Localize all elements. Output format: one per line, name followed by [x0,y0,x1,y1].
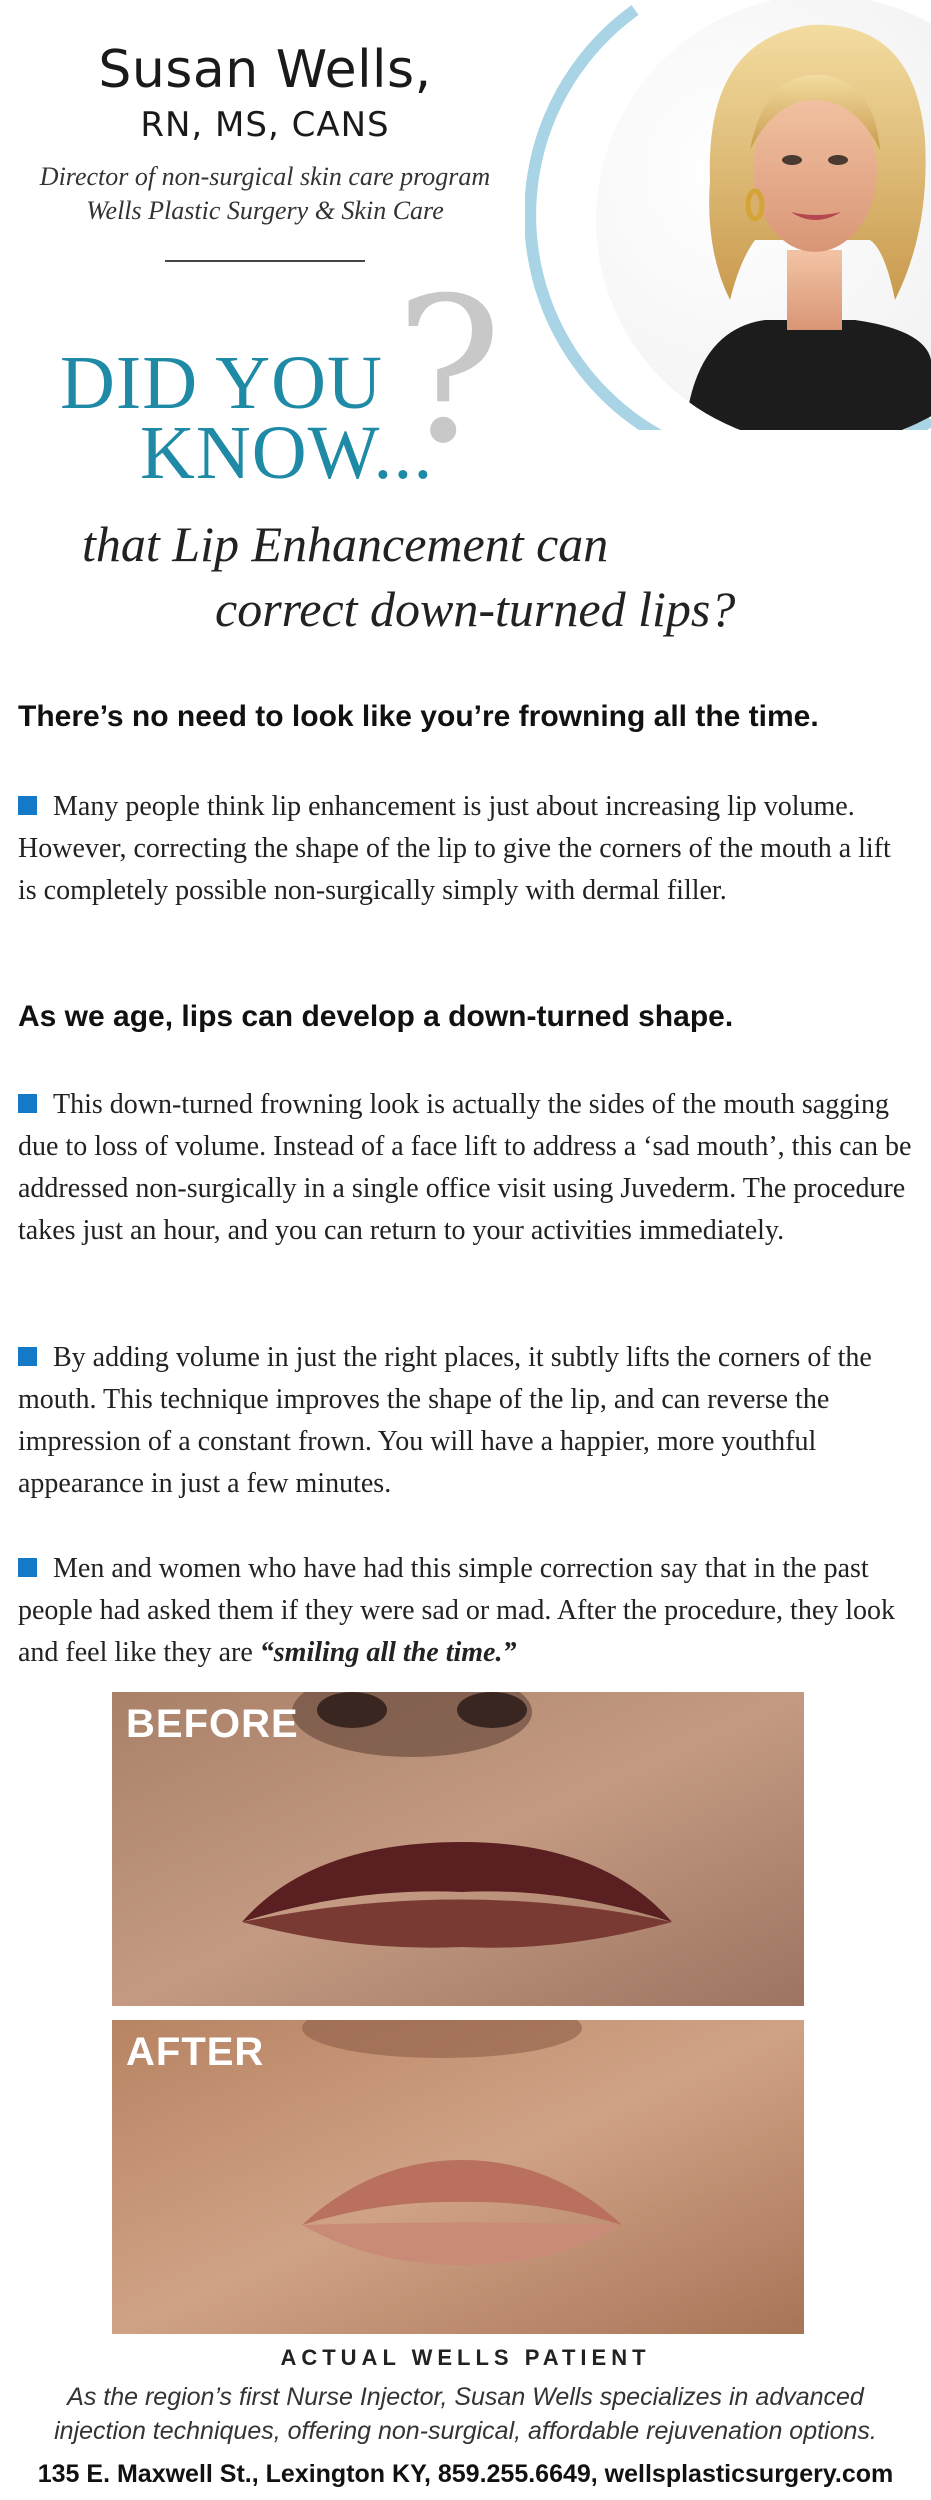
paragraph-text: This down-turned frowning look is actually the sides of the mouth sagging due to loss of volume. Instead of a face lift to address a ‘sad mouth’, this can be addressed non-surgically in a single office visit using Juvederm. The procedure takes just an hour, and you can return to your activities immediately. [18,1089,912,1246]
doctor-name: Susan Wells, [98,40,432,100]
paragraph-text: Men and women who have had this simple correction say that in the past people had asked them if they were sad or mad. After the procedure, they look and feel like they are [18,1553,896,1668]
bullet-square-icon [18,1558,37,1577]
paragraph-lip-enhancement [18,786,913,912]
header-divider [165,260,365,262]
doctor-portrait [525,0,931,430]
paragraph-text: By adding volume in just the right places, it subtly lifts the corners of the mouth. This technique improves the shape of the lip, and can reverse the impression of a constant frown. You will have a happier, more youthful appearance in just a few minutes. [18,1342,872,1499]
question-mark-graphic: ? [395,255,503,488]
tagline-line-1: that Lip Enhancement can [82,516,609,572]
bullet-square-icon [18,796,37,815]
doctor-role [0,160,530,228]
section-heading-aging: As we age, lips can develop a down-turned shape. [18,1000,734,1033]
smiling-quote: “smiling all the time.” [259,1637,517,1668]
role-line-2: Wells Plastic Surgery & Skin Care [86,196,444,225]
closing-statement [0,2380,931,2448]
role-line-1: Director of non-surgical skin care program [39,162,491,191]
bullet-square-icon [18,1094,37,1113]
paragraph-testimonial [18,1548,913,1674]
headline-line-2: KNOW... [140,411,434,495]
after-label: AFTER [126,2030,265,2074]
before-label: BEFORE [126,1702,299,1746]
doctor-credentials: RN, MS, CANS [140,105,390,145]
section-heading-frowning: There’s no need to look like you’re frowning all the time. [18,700,819,733]
after-photo [112,2020,804,2334]
before-photo [112,1692,804,2006]
closing-line-1: As the region’s first Nurse Injector, Susan Wells specializes in advanced [67,2383,864,2411]
bullet-square-icon [18,1347,37,1366]
closing-line-2: injection techniques, offering non-surgical, affordable rejuvenation options. [54,2417,877,2445]
headline-line-1: DID YOU [60,341,383,425]
paragraph-down-turned [18,1084,913,1252]
contact-address: 135 E. Maxwell St., Lexington KY, 859.255.6649, wellsplasticsurgery.com [37,2460,894,2488]
paragraph-text: Many people think lip enhancement is just about increasing lip volume. However, correcting the shape of the lip to give the corners of the mouth a lift is completely possible non-surgically simply with dermal filler. [18,791,891,906]
paragraph-adding-volume [18,1337,913,1505]
photo-caption: ACTUAL WELLS PATIENT [280,2345,651,2370]
tagline-line-2: correct down-turned lips? [215,581,736,637]
